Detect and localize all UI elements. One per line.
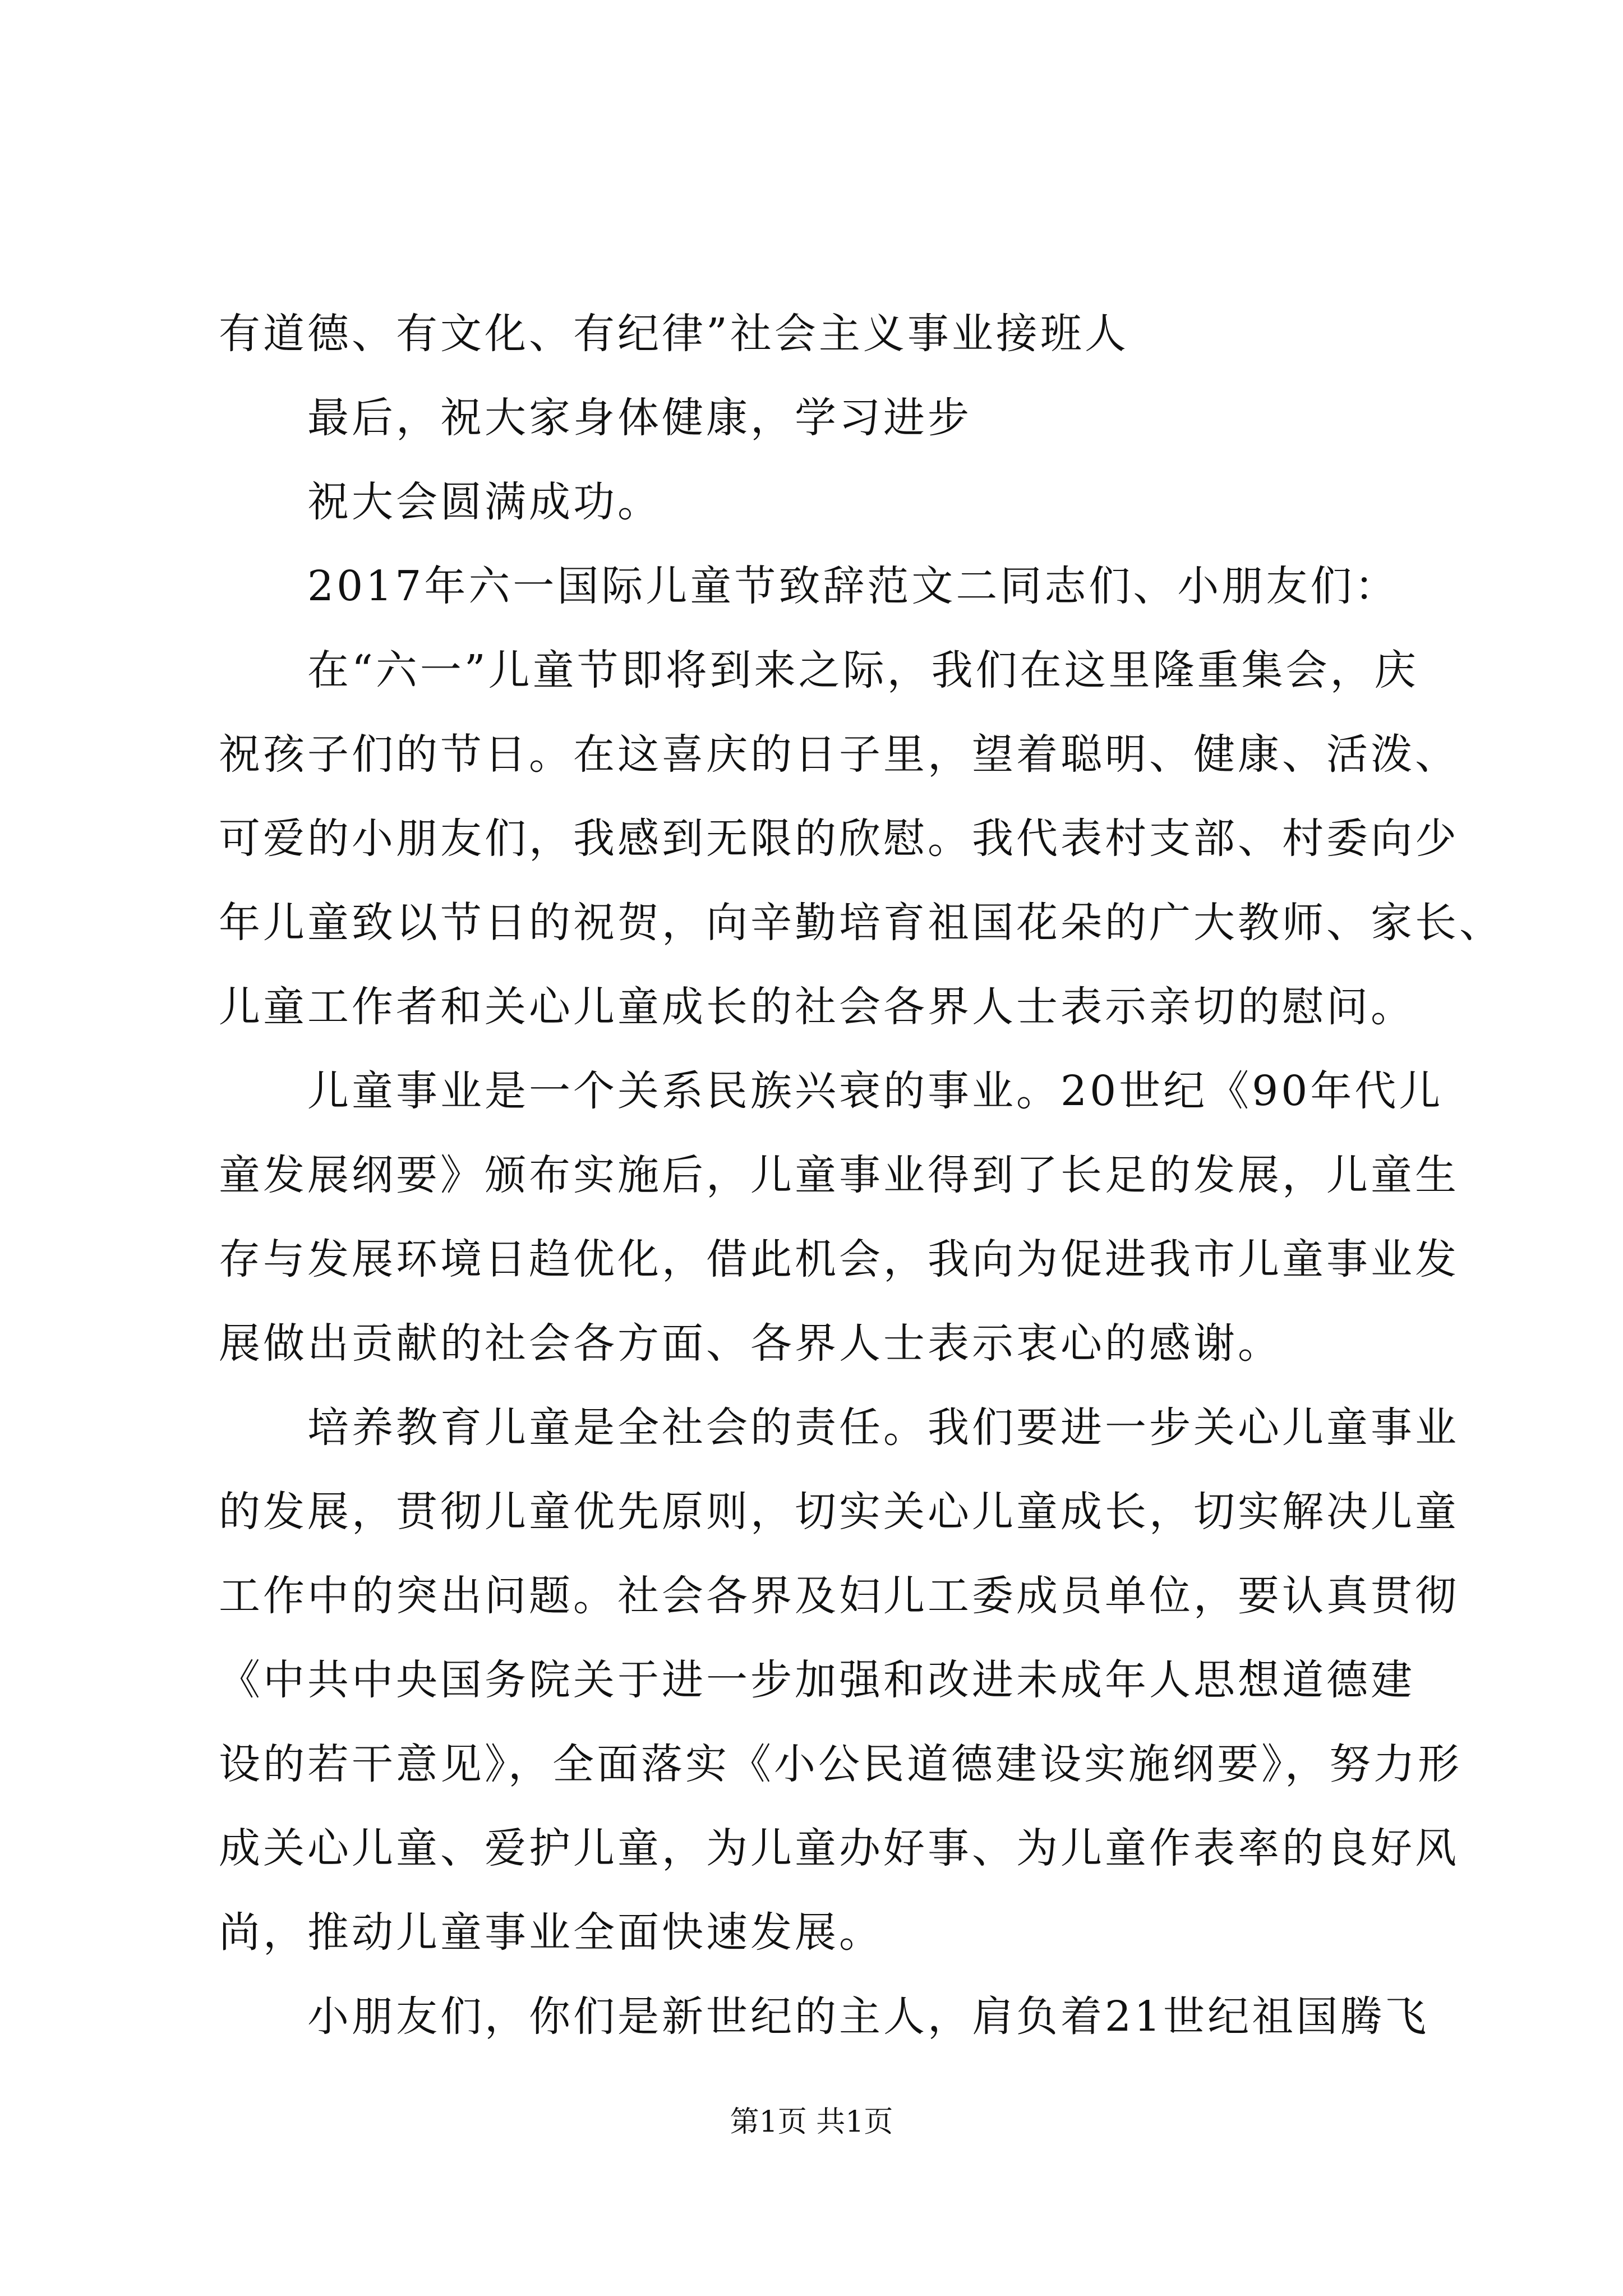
text-line: 祝大会圆满成功。 bbox=[307, 478, 662, 526]
text-line: 童发展纲要》颁布实施后，儿童事业得到了长足的发展，儿童生 bbox=[219, 1151, 1459, 1199]
text-line: 儿童事业是一个关系民族兴衰的事业。20世纪《90年代儿 bbox=[307, 1067, 1444, 1115]
text-line: 儿童工作者和关心儿童成长的社会各界人士表示亲切的慰问。 bbox=[219, 983, 1415, 1031]
text-line: 展做出贡献的社会各方面、各界人士表示衷心的感谢。 bbox=[219, 1319, 1282, 1368]
text-line: 2017年六一国际儿童节致辞范文二同志们、小朋友们： bbox=[307, 562, 1399, 610]
text-line: 存与发展环境日趋优化，借此机会，我向为促进我市儿童事业发 bbox=[219, 1235, 1459, 1283]
text-line: 有道德、有文化、有纪律”社会主义事业接班人 bbox=[219, 310, 1129, 358]
text-line: 《中共中央国务院关于进一步加强和改进未成年人思想道德建 bbox=[219, 1656, 1415, 1704]
text-line: 设的若干意见》，全面落实《小公民道德建设实施纲要》，努力形 bbox=[219, 1740, 1462, 1788]
text-line: 在“六一”儿童节即将到来之际，我们在这里隆重集会，庆 bbox=[307, 646, 1419, 694]
page-footer bbox=[0, 2102, 1623, 2142]
text-line: 的发展，贯彻儿童优先原则，切实关心儿童成长，切实解决儿童 bbox=[219, 1488, 1459, 1536]
text-line: 小朋友们，你们是新世纪的主人，肩负着21世纪祖国腾飞 bbox=[307, 1993, 1430, 2041]
document-body bbox=[219, 292, 1504, 2059]
text-line: 工作中的突出问题。社会各界及妇儿工委成员单位，要认真贯彻 bbox=[219, 1572, 1459, 1620]
text-line: 祝孩子们的节日。在这喜庆的日子里，望着聪明、健康、活泼、 bbox=[219, 730, 1459, 779]
text-line: 成关心儿童、爱护儿童，为儿童办好事、为儿童作表率的良好风 bbox=[219, 1824, 1459, 1872]
text-line: 尚，推动儿童事业全面快速发展。 bbox=[219, 1908, 883, 1957]
text-line: 年儿童致以节日的祝贺，向辛勤培育祖国花朵的广大教师、家长、 bbox=[219, 899, 1504, 947]
text-line: 最后，祝大家身体健康，学习进步 bbox=[307, 394, 972, 442]
text-line: 可爱的小朋友们，我感到无限的欣慰。我代表村支部、村委向少 bbox=[219, 815, 1459, 863]
text-line: 培养教育儿童是全社会的责任。我们要进一步关心儿童事业 bbox=[307, 1404, 1459, 1452]
page-indicator: 第1页 共1页 bbox=[730, 2105, 893, 2139]
